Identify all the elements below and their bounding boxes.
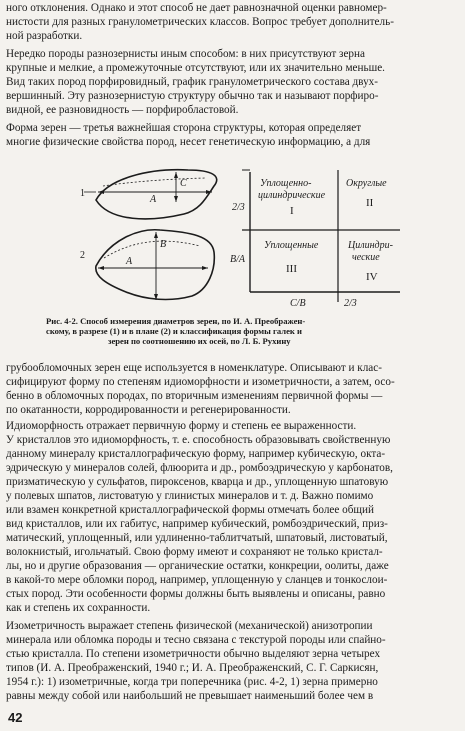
cell-cylindrical-label-2: ческие [352,252,380,263]
text-line: Идиоморфность отражает первичную форму и степень ее выраженности. [6,420,357,432]
axis-bottom-label-2-3: 2/3 [344,298,357,309]
text-line: сифицируют форму по степеням идиоморфности и изометричности, а затем, осо- [6,376,395,388]
text-line: стых пород. Эти особенности формы должны быть выявлены и описаны, равно [6,588,386,600]
figure-label-2: 2 [80,250,85,261]
grain-plan-drawing [96,230,215,300]
text-line: ного отклонения. Однако и этот способ не дает равнозначной оценки равномер- [6,2,387,14]
text-line: У кристаллов это идиоморфность, т. е. способность образовывать свойственную [6,434,391,446]
page-number: 42 [8,710,23,725]
dim-label-c: C [180,178,187,189]
caption-line: зерен по соотношению их осей, по Л. Б. Рухину [108,336,291,346]
text-line: Вид таких пород порфировидный, график гранулометрического состава двух- [6,76,378,88]
cell-roman-4: IV [366,271,378,283]
text-line: Изометричность выражает степень физической (механической) анизотропии [6,620,373,632]
text-line: видной, ее разновидность — порфиробластовой. [6,104,239,116]
text-line: минерала или обломка породы и тесно связана с текстурой породы или спайно- [6,634,386,646]
text-line: типов (И. А. Преображенский, 1940 г.; И. А. Преображенский, С. Г. Саркисян, [6,662,379,674]
cell-roman-1: I [290,205,294,217]
cell-cylindrical-label-1: Цилиндри- [348,240,393,251]
text-line: данному минералу кристаллографическую форму, например кубическую, окта- [6,448,386,460]
caption-line: Рис. 4-2. Способ измерения диаметров зерен, по И. А. Преображен- [46,316,306,326]
text-line: в какой-то мере обломки пород, например, уплощенную у сланцев и тонкослои- [6,574,388,586]
axis-left-label-ba: B/A [230,254,245,265]
dim-label-a2: A [126,256,133,267]
axis-bottom-label-cb: C/B [290,298,306,309]
cell-roman-3: III [286,263,297,275]
text-line: по окатанности, корродированности и регенерированности. [6,404,291,416]
text-line: крупные и мелкие, а промежуточные отсутствуют, или их значительно меньше. [6,62,385,74]
cell-roman-2: II [366,197,374,209]
figure-label-1: 1 [80,188,85,199]
text-line: вершинный. Эту разнозернистую структуру обычно так и называют порфиро- [6,90,379,102]
cell-rounded-label: Округлые [346,178,387,189]
cell-flat-label: Уплощенные [264,240,319,251]
text-line: ной разработки. [6,30,83,42]
text-line: нистости для разных гранулометрических классов. Вопрос требует дополнитель- [6,16,394,28]
cell-flat-cylindrical-label-1: Уплощенно- [260,178,312,189]
text-line: эдрическую у минералов солей, флюорита и др., ромбоэдрическую у карбонатов, [6,462,393,474]
text-line: равны между собой или наибольший не превышает наименьший более чем в [6,690,374,702]
text-line: многие физические свойства пород, несет генетическую информацию, а для [6,136,371,148]
caption-line: скому, в разрезе (1) и в плане (2) и классификация формы галек и [46,326,302,336]
text-line: волокнистый, игольчатый. Свою форму имеют и сохраняют не только кристал- [6,546,383,558]
text-line: стью кристалла. По степени изометричности обычно выделяют зерна четырех [6,648,381,660]
dim-label-a: A [150,194,157,205]
cell-flat-cylindrical-label-2: цилиндрические [258,190,326,201]
text-line: вид кристаллов, или их габитус, например кубический, ромбоэдрический, приз- [6,518,388,530]
text-line: матический, уплощенный, или удлиненно-таблитчатый, шпатовый, листоватый, [6,532,388,544]
text-line: как и степень их сохранности. [6,602,151,614]
text-line: у полевых шпатов, листоватую у глинистых минералов и т. д. Важно помимо [6,490,374,502]
dim-label-b: B [160,239,167,250]
text-line: или взамен конкретной кристаллографической формы отмечать более общий [6,504,375,516]
text-line: бенно в обломочных породах, по вторичным изменениям первичной формы — [6,390,383,402]
text-line: лы, но и другие образования — органические остатки, конкреции, оолиты, даже [6,560,389,572]
text-line: грубообломочных зерен еще используется в номенклатуре. Описывают и клас- [6,362,382,374]
axis-left-label-2-3: 2/3 [232,202,245,213]
text-line: призматическую у сульфатов, пироксенов, кварца и др., уплощенную шпатовую [6,476,389,488]
text-line: 1954 г.): 1) изометричные, когда три поперечника (рис. 4-2, 1) зерна примерно [6,676,378,688]
text-line: Нередко породы разнозернисты иным способом: в них присутствуют зерна [6,48,365,60]
text-line: Форма зерен — третья важнейшая сторона структуры, которая определяет [6,122,362,134]
